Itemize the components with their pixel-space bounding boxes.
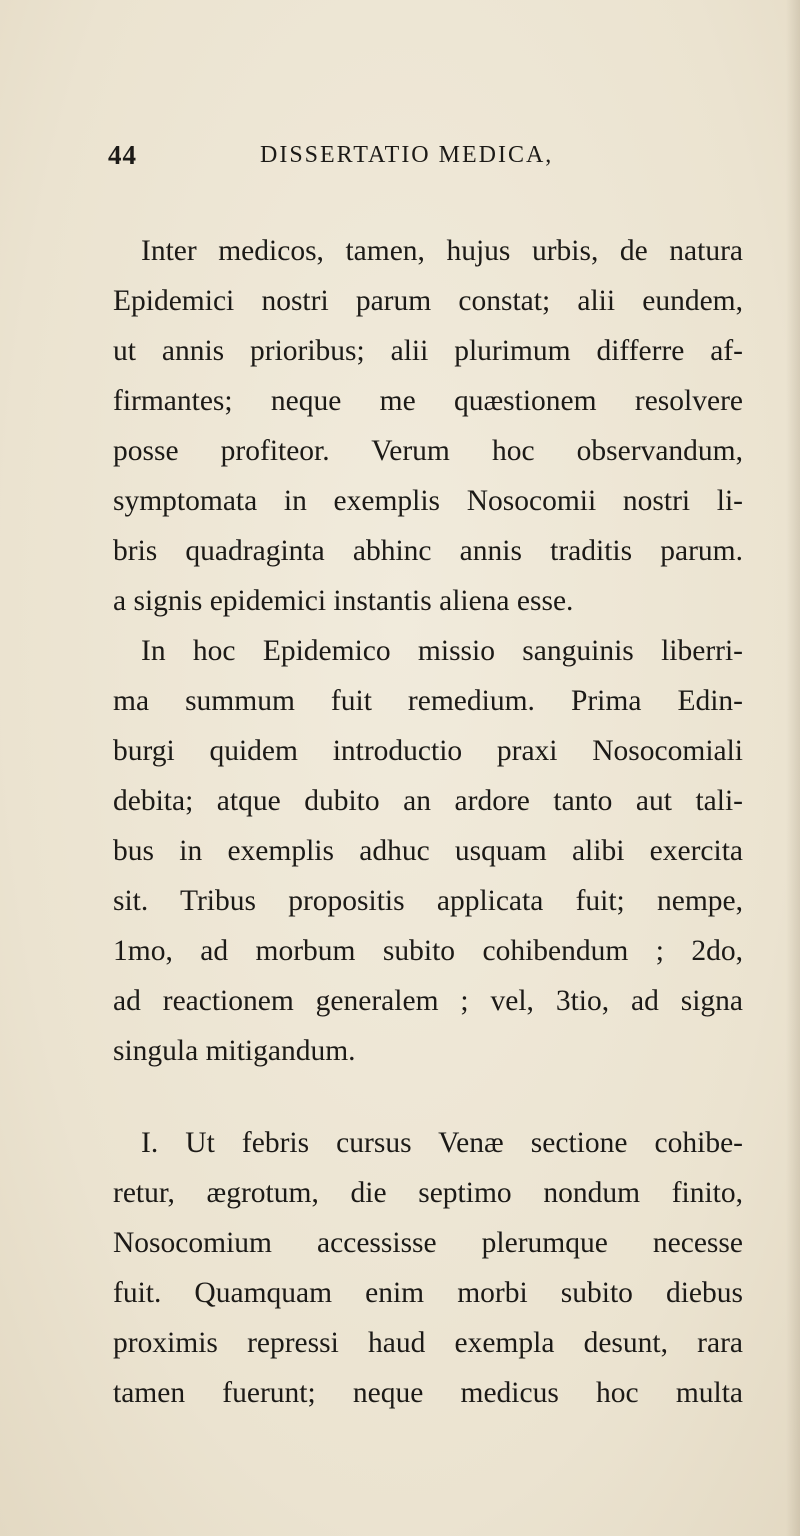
text-line: Inter medicos, tamen, hujus urbis, de natura xyxy=(141,235,743,267)
text-line: debita; atque dubito an ardore tanto aut tali- xyxy=(113,785,743,817)
text-line: Epidemici nostri parum constat; alii eundem, xyxy=(113,285,743,317)
running-head xyxy=(108,140,726,180)
text-line: In hoc Epidemico missio sanguinis liberri- xyxy=(141,635,743,667)
text-line: proximis repressi haud exempla desunt, rara xyxy=(113,1327,743,1359)
text-line: tamen fuerunt; neque medicus hoc multa xyxy=(113,1377,743,1409)
text-line: bris quadraginta abhinc annis traditis parum. xyxy=(113,535,743,567)
text-line: singula mitigandum. xyxy=(113,1035,356,1067)
text-line: symptomata in exemplis Nosocomii nostri li- xyxy=(113,485,743,517)
page-edge-shadow xyxy=(786,0,800,1536)
page-number: 44 xyxy=(108,140,137,170)
text-line: ut annis prioribus; alii plurimum differre af- xyxy=(113,335,743,367)
text-line: Nosocomium accessisse plerumque necesse xyxy=(113,1227,743,1259)
paragraph xyxy=(113,626,743,1076)
paragraph xyxy=(113,226,743,626)
text-line: fuit. Quamquam enim morbi subito diebus xyxy=(113,1277,743,1309)
text-line: a signis epidemici instantis aliena esse. xyxy=(113,585,574,617)
paragraph xyxy=(113,1118,743,1418)
text-line: ma summum fuit remedium. Prima Edin- xyxy=(113,685,743,717)
text-line: 1mo, ad morbum subito cohibendum ; 2do, xyxy=(113,935,743,967)
text-line: sit. Tribus propositis applicata fuit; nempe, xyxy=(113,885,743,917)
text-line: I. Ut febris cursus Venæ sectione cohibe- xyxy=(141,1127,743,1159)
paragraph-gap xyxy=(113,1076,743,1118)
text-line: posse profiteor. Verum hoc observandum, xyxy=(113,435,743,467)
text-line: retur, ægrotum, die septimo nondum finito, xyxy=(113,1177,743,1209)
text-line: ad reactionem generalem ; vel, 3tio, ad signa xyxy=(113,985,743,1017)
body-text xyxy=(113,226,743,1418)
text-line: bus in exemplis adhuc usquam alibi exercita xyxy=(113,835,743,867)
text-line: burgi quidem introductio praxi Nosocomiali xyxy=(113,735,743,767)
running-title: DISSERTATIO MEDICA, xyxy=(260,142,554,168)
text-line: firmantes; neque me quæstionem resolvere xyxy=(113,385,743,417)
page-bottom-margin xyxy=(0,1400,800,1536)
